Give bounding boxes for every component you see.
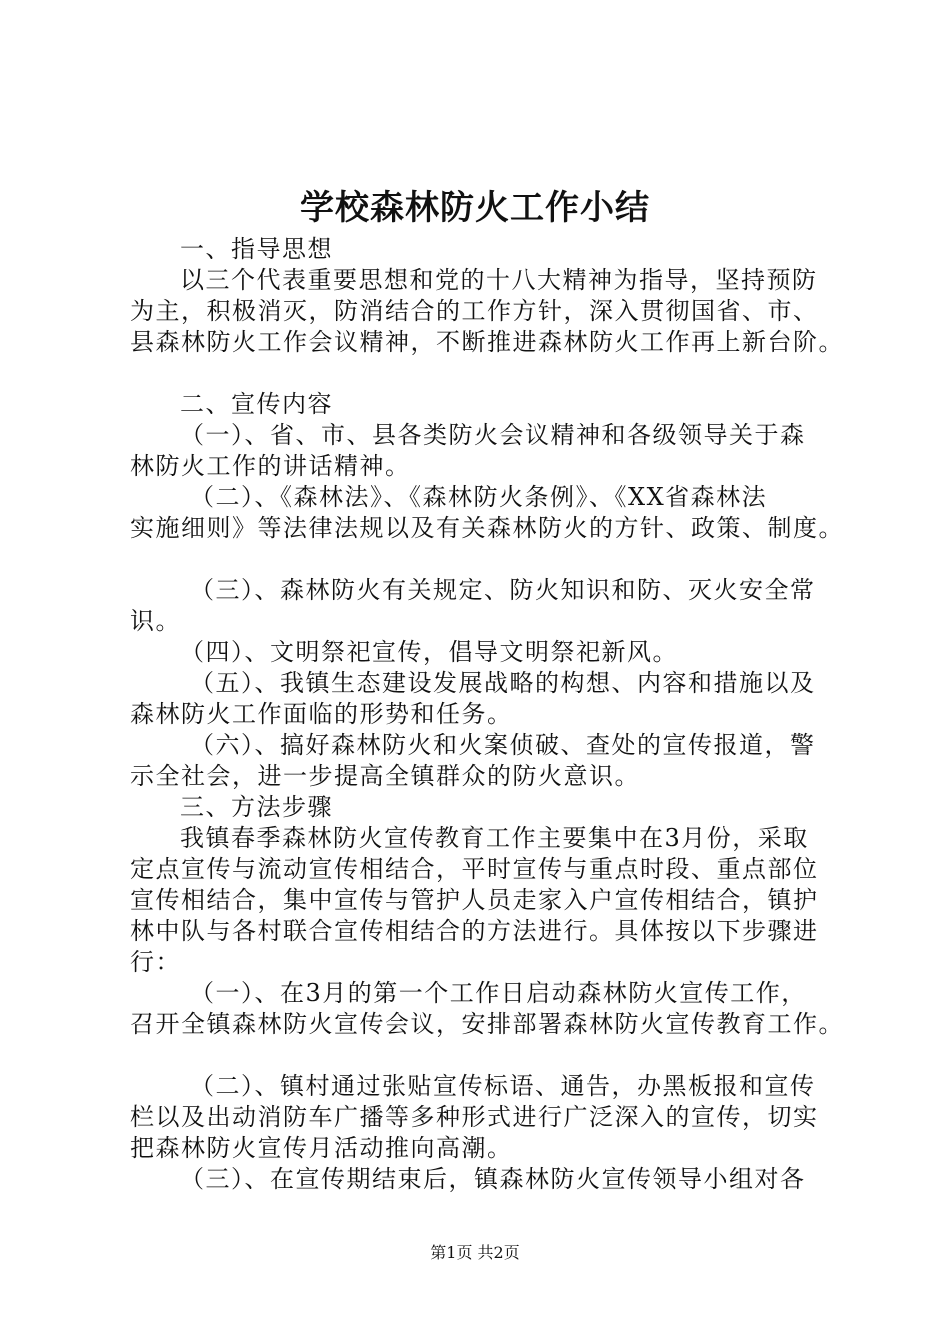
- paragraph-line: 为主，积极消灭，防消结合的工作方针，深入贯彻国省、市、: [130, 297, 819, 325]
- paragraph-line: 栏以及出动消防车广播等多种形式进行广泛深入的宣传，切实: [130, 1103, 819, 1131]
- document-title: 学校森林防火工作小结: [300, 188, 650, 228]
- paragraph-line: 定点宣传与流动宣传相结合，平时宣传与重点时段、重点部位: [130, 855, 819, 883]
- paragraph-line: （三）、在宣传期结束后，镇森林防火宣传领导小组对各: [180, 1165, 806, 1193]
- paragraph-line: 林中队与各村联合宣传相结合的方法进行。具体按以下步骤进: [130, 917, 819, 945]
- paragraph-line: 实施细则》等法律法规以及有关森林防火的方针、政策、制度。: [130, 514, 844, 542]
- paragraph-line: （四）、文明祭祀宣传，倡导文明祭祀新风。: [180, 638, 678, 666]
- paragraph-line: 行：: [130, 948, 181, 976]
- paragraph-line: 林防火工作的讲话精神。: [130, 452, 411, 480]
- paragraph-line: 把森林防火宣传月活动推向高潮。: [130, 1134, 513, 1162]
- paragraph-line: 示全社会，进一步提高全镇群众的防火意识。: [130, 762, 640, 790]
- paragraph-line: （六）、搞好森林防火和火案侦破、查处的宣传报道，警: [190, 731, 816, 759]
- paragraph-line: 森林防火工作面临的形势和任务。: [130, 700, 513, 728]
- paragraph-line: （一）、在3月的第一个工作日启动森林防火宣传工作，: [190, 979, 807, 1007]
- paragraph-line: 宣传相结合，集中宣传与管护人员走家入户宣传相结合，镇护: [130, 886, 819, 914]
- paragraph-line: 以三个代表重要思想和党的十八大精神为指导，坚持预防: [180, 266, 818, 294]
- section-heading: 二、宣传内容: [180, 390, 333, 418]
- paragraph-line: （二）、镇村通过张贴宣传标语、通告，办黑板报和宣传: [190, 1072, 816, 1100]
- page-footer: 第1页 共2页: [430, 1243, 520, 1262]
- paragraph-line: 我镇春季森林防火宣传教育工作主要集中在3月份，采取: [180, 824, 809, 852]
- paragraph-line: （一）、省、市、县各类防火会议精神和各级领导关于森: [180, 421, 806, 449]
- document-body: [130, 234, 860, 1195]
- section-heading: 三、方法步骤: [180, 793, 333, 821]
- blank-line: [130, 1040, 860, 1071]
- blank-line: [130, 358, 860, 389]
- paragraph-line: （二）、《森林法》、《森林防火条例》、《XX省森林法: [190, 483, 768, 511]
- paragraph-line: （三）、森林防火有关规定、防火知识和防、灭火安全常: [190, 576, 816, 604]
- paragraph-line: （五）、我镇生态建设发展战略的构想、内容和措施以及: [190, 669, 816, 697]
- paragraph-line: 识。: [130, 607, 181, 635]
- blank-line: [130, 544, 860, 575]
- section-heading: 一、指导思想: [180, 235, 333, 263]
- paragraph-line: 召开全镇森林防火宣传会议，安排部署森林防火宣传教育工作。: [130, 1010, 844, 1038]
- paragraph-line: 县森林防火工作会议精神，不断推进森林防火工作再上新台阶。: [130, 328, 844, 356]
